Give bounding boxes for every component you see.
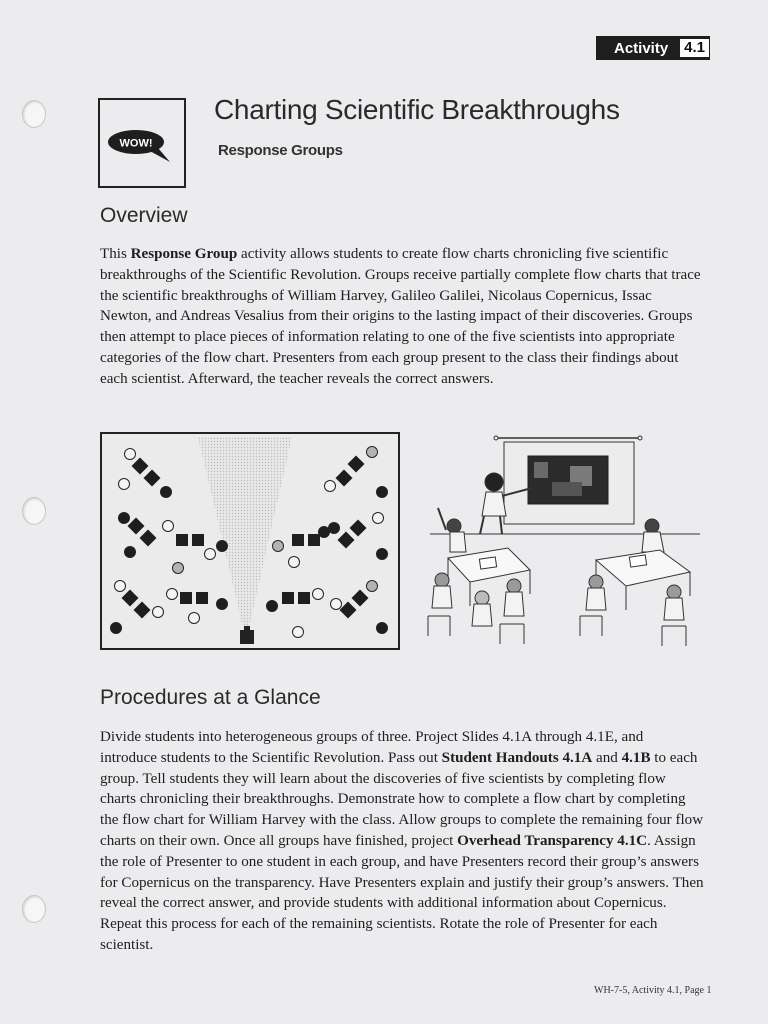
desk xyxy=(140,530,157,547)
desk xyxy=(180,592,192,604)
student-seat xyxy=(367,581,378,592)
procedures-text-segment: Student Handouts 4.1A xyxy=(441,749,593,766)
procedures-text-segment: 4.1B xyxy=(621,749,651,766)
overview-text-segment: This xyxy=(100,246,131,262)
student-seat xyxy=(319,527,330,538)
student-seat xyxy=(153,607,164,618)
student-seat xyxy=(331,599,342,610)
student-seat xyxy=(119,479,130,490)
student-seat xyxy=(373,513,384,524)
procedures-text-segment: and xyxy=(592,749,622,766)
student-seat xyxy=(377,549,388,560)
student-seat xyxy=(377,623,388,634)
desk xyxy=(192,534,204,546)
desk xyxy=(350,520,367,537)
student-seat xyxy=(173,563,184,574)
desk xyxy=(348,456,365,473)
activity-number: 4.1 xyxy=(679,38,710,58)
student-seat xyxy=(167,589,178,600)
desk xyxy=(122,590,139,607)
wow-logo xyxy=(98,98,186,188)
student-seat xyxy=(217,541,228,552)
procedures-text-segment: to each group. Tell students they will learn about the discoveries of five scientists by completing flow charts chronicling their breakthroughs. Demonstrate how to complete a flow chart by completing the flow chart for William Harvey with the class. Allow groups to complete the remaining four flow charts on their own. Once all groups have finished, project xyxy=(100,749,704,849)
desk xyxy=(340,602,357,619)
desk xyxy=(298,592,310,604)
punch-hole-top xyxy=(22,100,46,128)
student-seat xyxy=(111,623,122,634)
speech-bubble-icon xyxy=(100,100,184,186)
desk xyxy=(336,470,353,487)
student-seat xyxy=(115,581,126,592)
procedures-text-segment: Divide students into heterogeneous groups of three. Project Slides 4.1A through 4.1E, and introduce students to the Scientific Revolution. Pass out xyxy=(100,729,644,766)
student-seat xyxy=(293,627,304,638)
desk xyxy=(134,602,151,619)
overview-text-segment: Response Group xyxy=(130,246,238,262)
desk xyxy=(282,592,294,604)
overview-paragraph xyxy=(100,244,704,390)
activity-label: Activity xyxy=(614,39,669,57)
student-seat xyxy=(329,523,340,534)
student-seat xyxy=(267,601,278,612)
student-seat xyxy=(119,513,130,524)
activity-badge xyxy=(596,36,710,60)
student-seat xyxy=(189,613,200,624)
projector-beam xyxy=(198,437,292,632)
desk xyxy=(352,590,369,607)
student-seat xyxy=(377,487,388,498)
student-seat xyxy=(367,447,378,458)
procedures-text-segment: Overhead Transparency 4.1C xyxy=(457,832,648,849)
desk xyxy=(196,592,208,604)
desk xyxy=(338,532,355,549)
student-seat xyxy=(325,481,336,492)
student-seat xyxy=(205,549,216,560)
desk xyxy=(292,534,304,546)
logo-text: WOW! xyxy=(119,137,153,150)
page-footer: WH-7-5, Activity 4.1, Page 1 xyxy=(594,985,712,996)
page-subtitle: Response Groups xyxy=(218,142,343,159)
classroom-scene-illustration xyxy=(420,430,710,660)
student-seat xyxy=(125,547,136,558)
punch-hole-middle xyxy=(22,497,46,525)
student-seat xyxy=(161,487,172,498)
student-seat xyxy=(289,557,300,568)
punch-hole-bottom xyxy=(22,895,46,923)
desk xyxy=(144,470,161,487)
procedures-paragraph xyxy=(100,727,704,956)
student-seat xyxy=(273,541,284,552)
desk xyxy=(128,518,145,535)
page-title: Charting Scientific Breakthroughs xyxy=(214,94,620,125)
student-seat xyxy=(125,449,136,460)
procedures-heading: Procedures at a Glance xyxy=(100,686,321,709)
student-seat xyxy=(163,521,174,532)
procedures-text-segment: . Assign the role of Presenter to one student in each group, and have Presenters record their group’s answers for Copernicus on the transparency. Have Presenters explain and justify their group’s answers. Then reveal the correct answer, and provide students with additional information about Copernicus. Repeat this process for each of the remaining scientists. Rotate the role of Presenter for each scientist. xyxy=(100,832,704,953)
student-seat xyxy=(217,599,228,610)
desk xyxy=(176,534,188,546)
desk xyxy=(132,458,149,475)
overview-text-segment: activity allows students to create flow charts chronicling five scientific breakthroughs of the Scientific Revolution. Groups receive partially complete flow charts that trace the scientific breakthroughs of William Harvey, Galileo Galilei, Nicolaus Copernicus, Issac Newton, and Andreas Vesalius from their origins to the lasting impact of their discoveries. Groups then attempt to place pieces of information relating to one of the five scientists into appropriate categories of the flow chart. Presenters from each group present to the class their findings about each scientist. Afterward, the teacher reveals the correct answers. xyxy=(100,246,701,387)
student-seat xyxy=(313,589,324,600)
desk xyxy=(308,534,320,546)
overview-heading: Overview xyxy=(100,204,188,227)
classroom-layout-diagram xyxy=(100,432,400,650)
projector xyxy=(240,630,254,644)
